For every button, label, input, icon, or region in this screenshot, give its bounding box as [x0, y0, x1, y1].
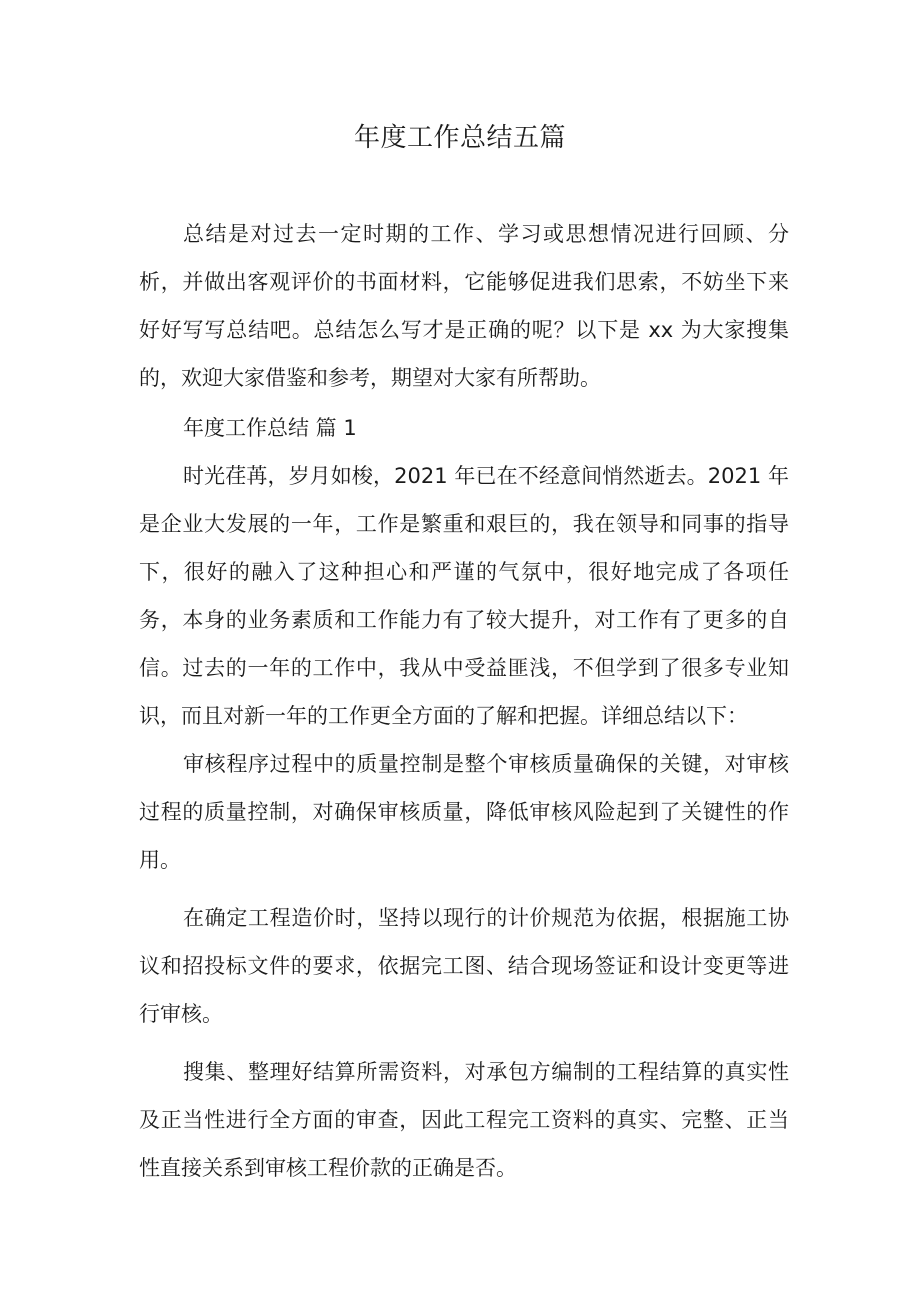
section-heading: 年度工作总结 篇 1 — [183, 416, 357, 440]
body-paragraph: 在确定工程造价时，坚持以现行的计价规范为依据，根据施工协议和招投标文件的要求，依据完工图、结合现场签证和设计变更等进行审核。 — [139, 906, 789, 1026]
document-title: 年度工作总结五篇 — [353, 123, 566, 153]
intro-paragraph: 总结是对过去一定时期的工作、学习或思想情况进行回顾、分析，并做出客观评价的书面材料，它能够促进我们思索，不妨坐下来好好写写总结吧。总结怎么写才是正确的呢？以下是 xx 为大家搜集的，欢迎大家借鉴和参考，期望对大家有所帮助。 — [139, 222, 789, 390]
body-paragraph: 时光荏苒，岁月如梭，2021 年已在不经意间悄然逝去。2021 年是企业大发展的一年，工作是繁重和艰巨的，我在领导和同事的指导下，很好的融入了这种担心和严谨的气氛中，很好地完成了各项任务，本身的业务素质和工作能力有了较大提升，对工作有了更多的自信。过去的一年的工作中，我从中受益匪浅，不但学到了很多专业知识，而且对新一年的工作更全方面的了解和把握。详细总结以下： — [139, 464, 789, 728]
body-paragraph: 搜集、整理好结算所需资料，对承包方编制的工程结算的真实性及正当性进行全方面的审查，因此工程完工资料的真实、完整、正当性直接关系到审核工程价款的正确是否。 — [139, 1060, 789, 1180]
document-body — [139, 210, 789, 1192]
body-paragraph: 审核程序过程中的质量控制是整个审核质量确保的关键，对审核过程的质量控制，对确保审核质量，降低审核风险起到了关键性的作用。 — [139, 752, 789, 872]
